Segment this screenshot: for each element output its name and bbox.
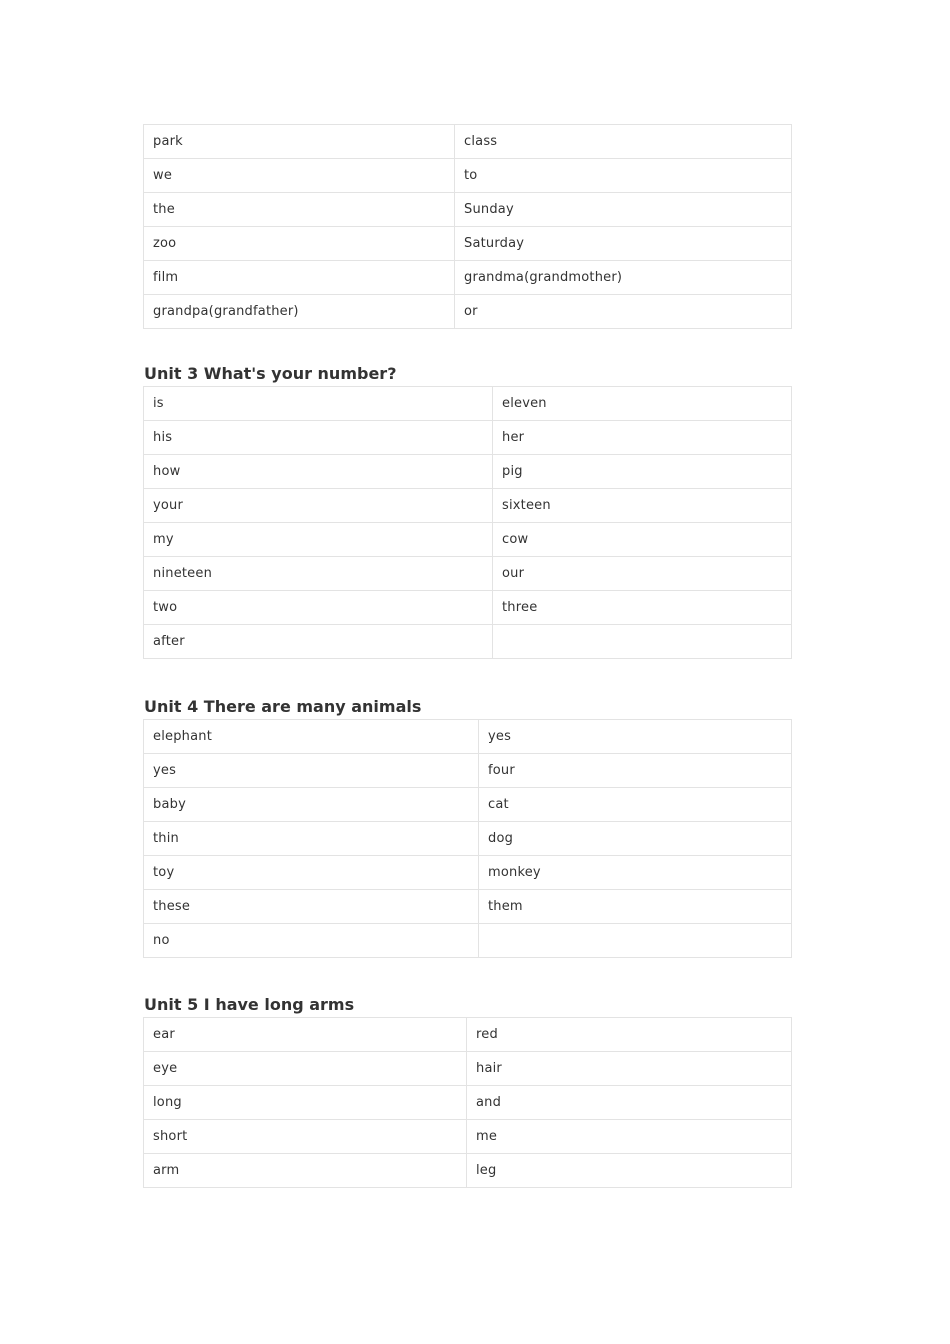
table-cell: hair [467, 1052, 792, 1086]
table-row [144, 193, 792, 227]
unit-5-table [143, 1017, 792, 1188]
table-cell: eye [144, 1052, 467, 1086]
table-row [144, 227, 792, 261]
table-cell: how [144, 455, 493, 489]
table-cell: our [493, 557, 792, 591]
table-cell: dog [479, 822, 792, 856]
unit-5-title: Unit 5 I have long arms [144, 995, 355, 1014]
table-cell [493, 625, 792, 659]
unit-4-table [143, 719, 792, 958]
table-cell: film [144, 261, 455, 295]
table-row [144, 261, 792, 295]
table-row [144, 1052, 792, 1086]
table-cell: sixteen [493, 489, 792, 523]
table-cell: cat [479, 788, 792, 822]
unit-4-title: Unit 4 There are many animals [144, 697, 422, 716]
table-row [144, 159, 792, 193]
table-cell: nineteen [144, 557, 493, 591]
table-cell: two [144, 591, 493, 625]
table-cell: monkey [479, 856, 792, 890]
table-cell: or [455, 295, 792, 329]
table-cell: elephant [144, 720, 479, 754]
table-cell: four [479, 754, 792, 788]
table-cell: no [144, 924, 479, 958]
table-cell: yes [479, 720, 792, 754]
table-cell: eleven [493, 387, 792, 421]
table-row [144, 1120, 792, 1154]
table-cell: his [144, 421, 493, 455]
vocab-block-continued [143, 124, 791, 329]
table-row [144, 720, 792, 754]
table-cell: pig [493, 455, 792, 489]
table-cell: Sunday [455, 193, 792, 227]
table-row [144, 924, 792, 958]
table-cell: park [144, 125, 455, 159]
table-row [144, 295, 792, 329]
table-cell: me [467, 1120, 792, 1154]
table-row [144, 1154, 792, 1188]
table-row [144, 1018, 792, 1052]
table-cell: cow [493, 523, 792, 557]
table-cell [479, 924, 792, 958]
table-cell: arm [144, 1154, 467, 1188]
table-cell: my [144, 523, 493, 557]
table-cell: after [144, 625, 493, 659]
unit-5-block [143, 1017, 791, 1188]
unit-3-table [143, 386, 792, 659]
table-cell: short [144, 1120, 467, 1154]
vocab-table-continued [143, 124, 792, 329]
table-cell: these [144, 890, 479, 924]
table-row [144, 788, 792, 822]
table-cell: and [467, 1086, 792, 1120]
table-cell: Saturday [455, 227, 792, 261]
table-cell: red [467, 1018, 792, 1052]
table-cell: zoo [144, 227, 455, 261]
table-cell: class [455, 125, 792, 159]
table-cell: yes [144, 754, 479, 788]
table-cell: thin [144, 822, 479, 856]
table-cell: to [455, 159, 792, 193]
table-row [144, 591, 792, 625]
table-cell: long [144, 1086, 467, 1120]
table-cell: we [144, 159, 455, 193]
table-cell: them [479, 890, 792, 924]
table-cell: her [493, 421, 792, 455]
table-cell: is [144, 387, 493, 421]
table-cell: your [144, 489, 493, 523]
table-cell: grandpa(grandfather) [144, 295, 455, 329]
table-row [144, 754, 792, 788]
table-row [144, 625, 792, 659]
table-row [144, 557, 792, 591]
table-cell: leg [467, 1154, 792, 1188]
unit-4-block [143, 719, 791, 958]
unit-3-block [143, 386, 791, 659]
table-row [144, 489, 792, 523]
table-cell: baby [144, 788, 479, 822]
table-row [144, 890, 792, 924]
unit-3-title: Unit 3 What's your number? [144, 364, 397, 383]
table-row [144, 125, 792, 159]
table-cell: ear [144, 1018, 467, 1052]
table-cell: three [493, 591, 792, 625]
table-row [144, 455, 792, 489]
table-row [144, 523, 792, 557]
table-cell: grandma(grandmother) [455, 261, 792, 295]
table-row [144, 856, 792, 890]
table-row [144, 822, 792, 856]
table-row [144, 1086, 792, 1120]
table-cell: the [144, 193, 455, 227]
table-cell: toy [144, 856, 479, 890]
table-row [144, 387, 792, 421]
table-row [144, 421, 792, 455]
